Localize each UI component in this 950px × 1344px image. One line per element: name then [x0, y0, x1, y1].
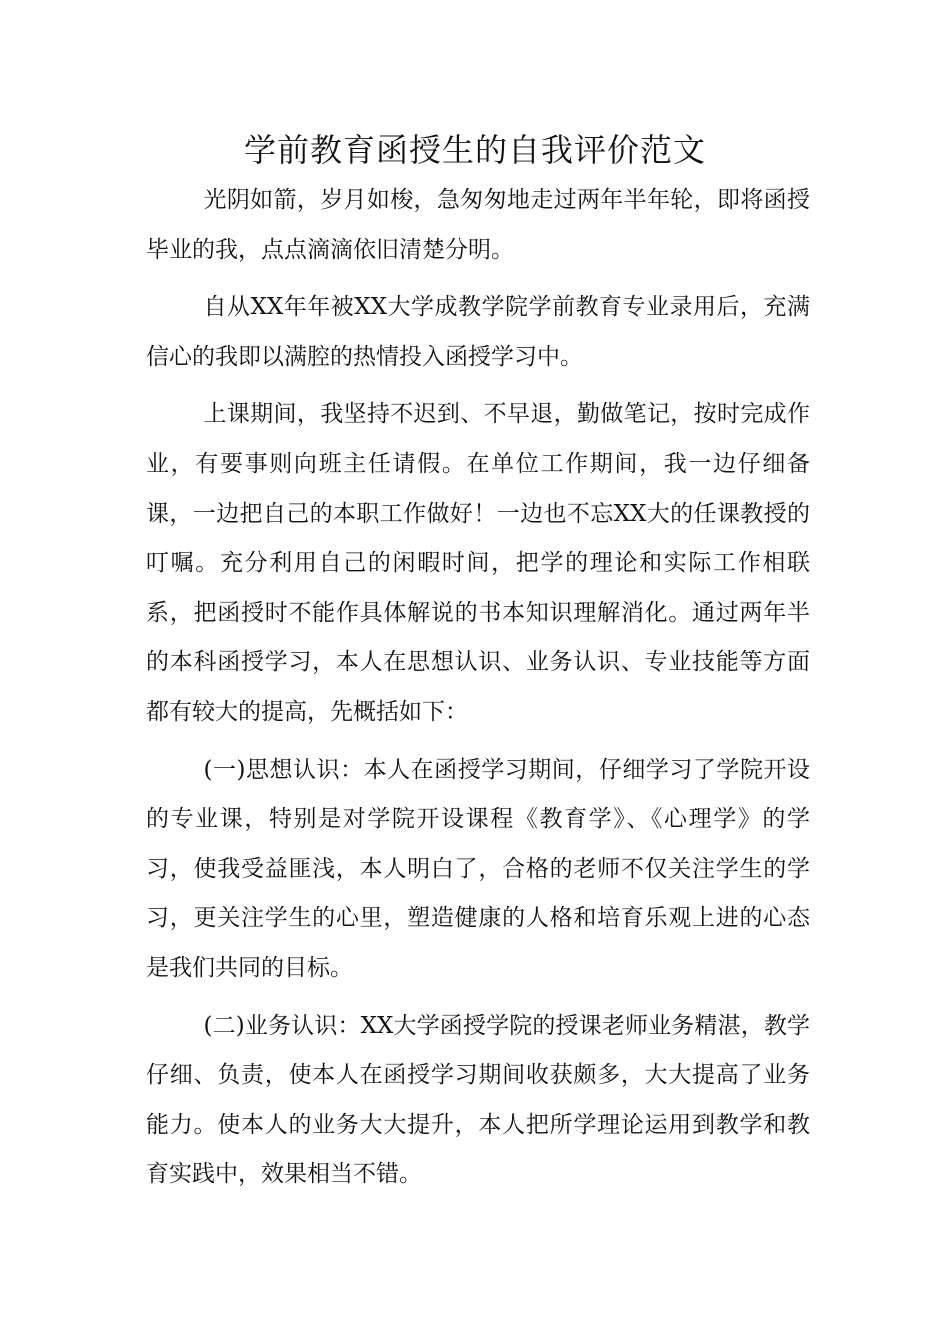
- paragraph-study-attitude: 上课期间，我坚持不迟到、不早退，勤做笔记，按时完成作业，有要事则向班主任请假。在单位工作期间，我一边仔细备课，一边把自己的本职工作做好！一边也不忘XX大的任课教授的叮嘱。充分利用自己的闲暇时间，把学的理论和实际工作相联系，把函授时不能作具体解说的书本知识理解消化。通过两年半的本科函授学习，本人在思想认识、业务认识、专业技能等方面都有较大的提高，先概括如下：: [146, 401, 810, 725]
- paragraph-enrollment: 自从XX年年被XX大学成教学院学前教育专业录用后，充满信心的我即以满腔的热情投入函授学习中。: [146, 294, 810, 370]
- document-body: [146, 176, 810, 1200]
- paragraph-professional-understanding: (二)业务认识：XX大学函授学院的授课老师业务精湛，教学仔细、负责，使本人在函授学习期间收获颇多，大大提高了业务能力。使本人的业务大大提升，本人把所学理论运用到教学和教育实践中，效果相当不错。: [146, 1012, 810, 1188]
- document-title: 学前教育函授生的自我评价范文: [243, 131, 706, 169]
- paragraph-ideological-understanding: (一)思想认识：本人在函授学习期间，仔细学习了学院开设的专业课，特别是对学院开设课程《教育学》、《心理学》的学习，使我受益匪浅，本人明白了，合格的老师不仅关注学生的学习，更关注学生的心里，塑造健康的人格和培育乐观上进的心态是我们共同的目标。: [146, 756, 810, 981]
- paragraph-intro: 光阴如箭，岁月如梭，急匆匆地走过两年半年轮，即将函授毕业的我，点点滴滴依旧清楚分明。: [146, 187, 810, 263]
